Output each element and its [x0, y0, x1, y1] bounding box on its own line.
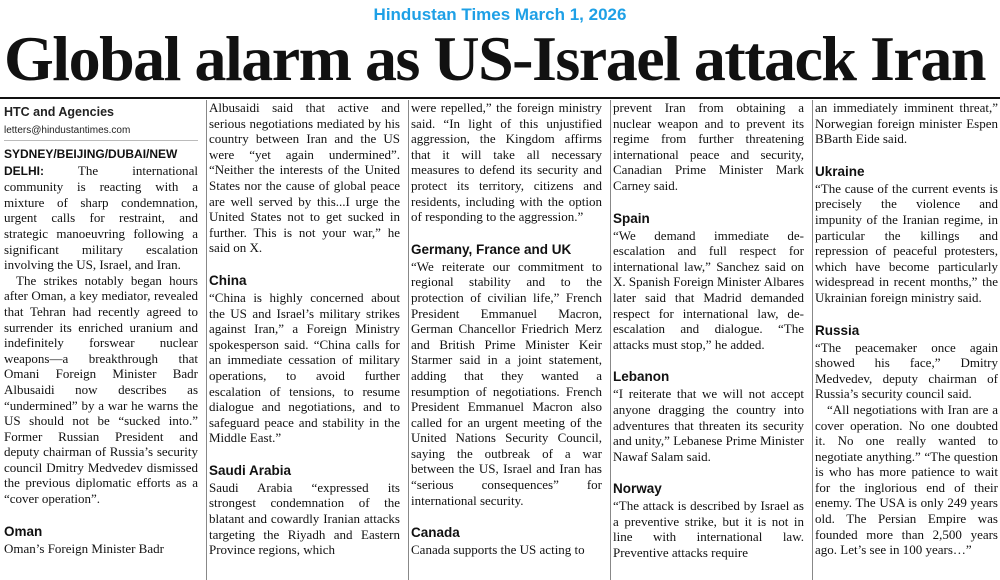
email-line: letters@hindustantimes.com — [4, 124, 198, 141]
paragraph: Albusaidi said that active and serious negotiations mediated by his country between Iran and the US were “yet again undermined”. “Neither the interests of the United States nor the cause of global peace are well served by this...I urge the United States not to get sucked in further. This is not your war,” he said on X. — [209, 100, 400, 256]
lead-paragraph — [4, 146, 198, 273]
section-heading-germany-france-uk: Germany, France and UK — [411, 241, 572, 257]
section-heading-spain: Spain — [613, 210, 650, 226]
section-heading-russia: Russia — [815, 322, 860, 338]
paragraph: “We demand immediate de-escalation and full respect for international law,” Sanchez said on X. Spanish Foreign Minister Albares later said that Madrid demanded respect for international law, de-escalation and dialogue. “The attacks must stop,” he added. — [613, 227, 804, 352]
paragraph: “All negotiations with Iran are a cover operation. No one doubted it. No one really wanted to negotiate anything.” “The question is who has more patience to wait for the inglorious end of their enemy. The USA is only 249 years old. The Persian Empire was founded more than 2,500 years ago. Let’s see in 100 years…” — [815, 401, 998, 558]
paragraph: “The cause of the current events is precisely the violence and impunity of the Iranian regime, in particular the killings and repression of peaceful protesters, which have become particularly widespread in recent months,” the Ukrainian foreign ministry said. — [815, 180, 998, 305]
column-3 — [408, 100, 602, 580]
section-heading-china: China — [209, 272, 247, 288]
paragraph: “The attack is described by Israel as a preventive strike, but it is not in line with international law. Preventive attacks require — [613, 498, 804, 561]
lead-text: The international community is reacting with a mixture of sharp condemnation, urgent calls for restraint, and strategic manoeuvring following a significant military escalation involving the US, Israel, and Iran. — [4, 162, 198, 273]
section-heading-oman: Oman — [4, 523, 43, 539]
dateline: SYDNEY/BEIJING/DUBAI/NEW DELHI: — [4, 147, 178, 178]
paragraph: “We reiterate our commitment to regional stability and to the protection of civilian life,” French President Emmanuel Macron, German Chancellor Friedrich Merz and British Prime Minister Keir Starmer said in a joint statement, adding that they wanted a resumption of negotiations. French President Emmanuel Macron also called for an urgent meeting of the United Nations Security Council, saying the outbreak of a war between the US, Israel and Iran has “serious consequences” for international security. — [411, 258, 602, 508]
section-heading-lebanon: Lebanon — [613, 369, 670, 385]
column-5 — [812, 100, 998, 580]
column-4 — [610, 100, 804, 580]
paragraph: Saudi Arabia “expressed its strongest condemnation of the blatant and cowardly Iranian attacks targeting the Riyadh and Eastern Province regions, which — [209, 479, 400, 558]
paragraph: were repelled,” the foreign ministry said. “In light of this unjustified aggression, the Kingdom affirms that it will take all necessary measures to defend its security and protect its territory, citizens and residents, including with the option of responding to the aggression.” — [411, 100, 602, 225]
paragraph: “The peacemaker once again showed his face,” Dmitry Medvedev, deputy chairman of Russia’s security council said. — [815, 339, 998, 402]
section-heading-saudi-arabia: Saudi Arabia — [209, 462, 292, 478]
headline-rule — [0, 97, 1000, 99]
column-2 — [206, 100, 400, 580]
paragraph: Canada supports the US acting to — [411, 542, 585, 558]
paragraph: an immediately imminent threat,” Norwegian foreign minister Espen BBarth Eide said. — [815, 100, 998, 147]
paragraph: The strikes notably began hours after Oman, a key mediator, revealed that Tehran had recently agreed to surrender its enriched uranium and indefinitely forswear nuclear weapons—a breakthrough that Omani Foreign Minister Badr Albusaidi now describes as “undermined” by a war he warns the US should not be “sucked into.” Former Russian President and deputy chairman of Russia’s security council Dmitry Medvedev dismissed the previous diplomatic efforts as a “cover operation”. — [4, 272, 198, 507]
paragraph: prevent Iran from obtaining a nuclear weapon and to prevent its regime from further threatening international peace and security, Canadian Prime Minister Mark Carney said. — [613, 100, 804, 193]
paragraph: “I reiterate that we will not accept anyone dragging the country into adventures that threaten its security and unity,” Lebanese Prime Minister Nawaf Salam said. — [613, 386, 804, 464]
headline: Global alarm as US-Israel attack Iran — [4, 24, 985, 94]
section-heading-canada: Canada — [411, 525, 460, 541]
section-heading-ukraine: Ukraine — [815, 163, 865, 179]
byline: HTC and Agencies — [4, 105, 114, 119]
column-1 — [4, 100, 198, 580]
paragraph: Oman’s Foreign Minister Badr — [4, 540, 164, 556]
paragraph: “China is highly concerned about the US and Israel’s military strikes against Iran,” a Foreign Ministry spokesperson said. “China calls for an immediate cessation of military operations, to avoid further escalation of tensions, to resume dialogue and negotiations, and to safeguard peace and stability in the Middle East.” — [209, 289, 400, 446]
section-heading-norway: Norway — [613, 481, 662, 497]
masthead: Hindustan Times March 1, 2026 — [373, 5, 627, 24]
